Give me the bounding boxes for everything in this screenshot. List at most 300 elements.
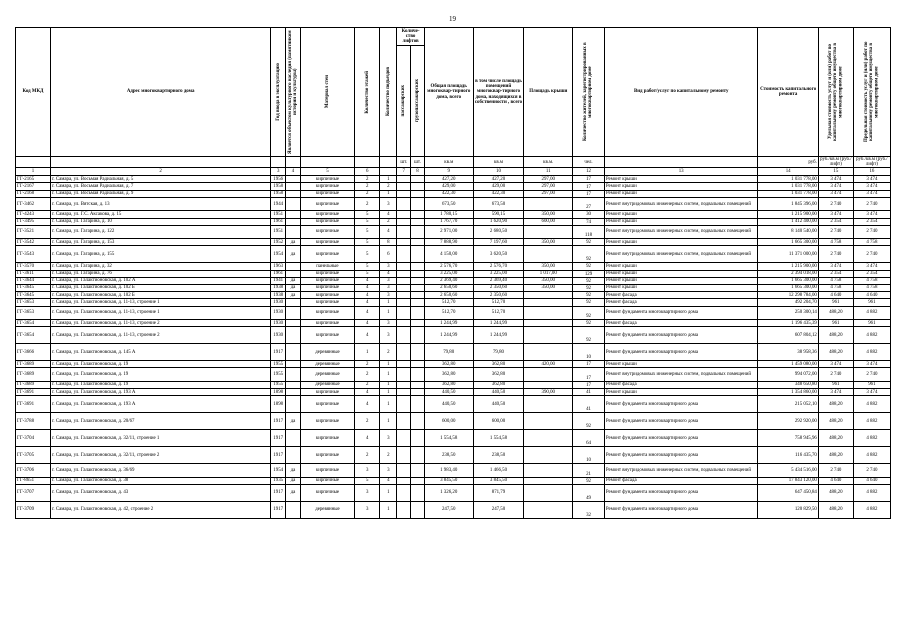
cell-code: ГГ-3462 <box>16 197 51 211</box>
cell-wall: кирпичные <box>300 270 354 277</box>
cell-total-area: 512,70 <box>424 299 473 306</box>
cell-entrances: 2 <box>380 183 397 190</box>
cell-entrances: 3 <box>380 292 397 299</box>
header-unit-cost: Удельная стоимость услуг и (или) работ по капитальному ремонту общего имущества в многоквартирном доме <box>818 28 853 157</box>
cell-unit-cost: 3 474 <box>818 183 853 190</box>
table-row <box>16 413 891 430</box>
cell-address: г. Самара, ул. Гагарина, д. 32 <box>50 263 270 270</box>
cell-roof-area <box>524 327 573 344</box>
cell-cost: 492 204,70 <box>758 299 818 306</box>
col-num <box>380 168 397 176</box>
cell-entrances: 3 <box>380 430 397 447</box>
cell-year: 1930 <box>271 320 286 327</box>
cell-owned-area: 79,80 <box>473 344 524 361</box>
cell-floors: 3 <box>354 484 379 501</box>
cell-entrances: 1 <box>380 190 397 197</box>
cell-code: ГГ-3689 <box>16 381 51 388</box>
cell-cost: 17 843 120,00 <box>758 477 818 484</box>
table-row <box>16 389 891 396</box>
cell-owned-area: 1 244,99 <box>473 320 524 327</box>
cell-floors: 5 <box>354 270 379 277</box>
cell-owned-area: 3 845,50 <box>473 477 524 484</box>
cell-year: 1935 <box>271 477 286 484</box>
cell-elev-pass <box>411 447 425 464</box>
cell-roof-area <box>524 484 573 501</box>
cell-empty <box>397 327 411 344</box>
cell-wall: кирпичные <box>300 225 354 239</box>
cell-elev-pass <box>411 464 425 478</box>
cell-wall: кирпичные <box>300 246 354 263</box>
cell-total-area: 673,50 <box>424 197 473 211</box>
cell-cost: 1 031 778,00 <box>758 183 818 190</box>
cell-heritage <box>286 176 301 183</box>
cell-owned-area: 1 554,58 <box>473 430 524 447</box>
cell-empty <box>397 413 411 430</box>
cell-code: ГГ-3666 <box>16 344 51 361</box>
cell-code: ГГ-2167 <box>16 183 51 190</box>
cell-unit-cost: 4 640 <box>818 292 853 299</box>
cell-entrances: 2 <box>380 218 397 225</box>
cell-cost: 1 412 400,00 <box>758 218 818 225</box>
cell-residents: 21 <box>573 464 605 478</box>
cell-floors: 5 <box>354 225 379 239</box>
cell-total-area: 3 845,50 <box>424 477 473 484</box>
cell-total-area: 247,50 <box>424 501 473 518</box>
cell-year: 1930 <box>271 327 286 344</box>
cell-roof-area: 1 017,00 <box>524 270 573 277</box>
col-num: 11 <box>524 168 573 176</box>
cell-elev-pass <box>411 413 425 430</box>
cell-owned-area: 590,15 <box>473 211 524 218</box>
col-num: 14 <box>758 168 818 176</box>
cell-unit-cost: 3 474 <box>818 361 853 368</box>
cell-owned-area: 440,50 <box>473 396 524 413</box>
cell-unit-cost: 4 758 <box>818 239 853 246</box>
cell-year: 1917 <box>271 484 286 501</box>
cell-unit-cost: 488,20 <box>818 501 853 518</box>
cell-address: г. Самара, ул. Г.С. Аксакова, д. 15 <box>50 211 270 218</box>
cell-roof-area: 297,00 <box>524 183 573 190</box>
cell-elev-pass <box>411 218 425 225</box>
cell-owned-area: 7 197,60 <box>473 239 524 246</box>
cell-empty <box>397 306 411 320</box>
cell-wall: кирпичные <box>300 306 354 320</box>
cell-unit-cost: 488,20 <box>818 306 853 320</box>
cell-code: ГГ-2168 <box>16 190 51 197</box>
header-residents: Количество жителей, зарегистрированных в многоквартирном доме <box>573 28 605 157</box>
cell-floors: 5 <box>354 263 379 270</box>
cell-roof-area <box>524 306 573 320</box>
cell-total-area: 1 244,99 <box>424 327 473 344</box>
cell-roof-area: 350,00 <box>524 211 573 218</box>
table-row <box>16 306 891 320</box>
cell-total-area: 3 225,00 <box>424 270 473 277</box>
cell-entrances: 3 <box>380 197 397 211</box>
cell-code: ГГ-3689 <box>16 361 51 368</box>
cell-max-cost: 3 474 <box>853 211 890 218</box>
cell-total-area: 7 888,90 <box>424 239 473 246</box>
cell-code: ГГ-3653 <box>16 299 51 306</box>
unit-cost: руб. <box>758 157 818 168</box>
cell-heritage <box>286 183 301 190</box>
cell-address: г. Самара, ул. Галактионовская, д. 19 <box>50 368 270 382</box>
cell-cost: 5 434 516,00 <box>758 464 818 478</box>
cell-year: 1917 <box>271 501 286 518</box>
table-row <box>16 225 891 239</box>
cell-heritage <box>286 197 301 211</box>
cell-entrances: 3 <box>380 277 397 284</box>
cell-total-area: 362,80 <box>424 361 473 368</box>
cell-roof-area <box>524 292 573 299</box>
cell-code: ГГ-3691 <box>16 396 51 413</box>
cell-total-area: 238,50 <box>424 447 473 464</box>
cell-empty <box>397 396 411 413</box>
header-roof-area: Площадь крыши <box>524 28 573 157</box>
cell-empty <box>397 197 411 211</box>
cell-unit-cost: 2 740 <box>818 464 853 478</box>
cell-year: 1938 <box>271 284 286 291</box>
header-cost: Стоимость капитального ремонта <box>758 28 818 157</box>
units-row <box>16 157 891 168</box>
cell-heritage: да <box>286 477 301 484</box>
cell-unit-cost: 2 354 <box>818 218 853 225</box>
cell-owned-area: 2 350,60 <box>473 292 524 299</box>
cell-empty <box>397 389 411 396</box>
cell-unit-cost: 3 474 <box>818 211 853 218</box>
cell-year: 1958 <box>271 183 286 190</box>
cell-owned-area: 2 369,40 <box>473 277 524 284</box>
unit-max-cost: руб./кв.м (руб./лифт) <box>853 157 890 168</box>
cell-unit-cost: 488,20 <box>818 430 853 447</box>
cell-heritage: да <box>286 284 301 291</box>
cell-floors: 2 <box>354 447 379 464</box>
cell-residents: 92 <box>573 413 605 430</box>
cell-elev-pass <box>411 430 425 447</box>
cell-work-type: Ремонт крыши <box>604 389 758 396</box>
cell-elev-pass <box>411 320 425 327</box>
cell-heritage: да <box>286 239 301 246</box>
cell-entrances: 2 <box>380 344 397 361</box>
cell-max-cost: 4 882 <box>853 430 890 447</box>
cell-max-cost: 3 474 <box>853 190 890 197</box>
cell-empty <box>397 484 411 501</box>
cell-floors: 4 <box>354 299 379 306</box>
cell-work-type: Ремонт внутридомовых инженерных систем, подвальных помещений <box>604 368 758 382</box>
table-row <box>16 327 891 344</box>
cell-floors: 4 <box>354 292 379 299</box>
cell-elev-pass <box>411 381 425 388</box>
cell-floors: 4 <box>354 430 379 447</box>
table-row <box>16 501 891 518</box>
cell-code: ГГ-3788 <box>16 413 51 430</box>
cell-total-area: 427,20 <box>424 176 473 183</box>
cell-unit-cost: 488,20 <box>818 344 853 361</box>
cell-work-type: Ремонт крыши <box>604 239 758 246</box>
cell-year: 1954 <box>271 246 286 263</box>
cell-unit-cost: 4 758 <box>818 284 853 291</box>
table-row <box>16 430 891 447</box>
cell-floors: 2 <box>354 183 379 190</box>
cell-work-type: Ремонт внутридомовых инженерных систем, подвальных помещений <box>604 246 758 263</box>
cell-roof-area <box>524 299 573 306</box>
cell-address: г. Самара, ул. Восьмая Радиальная, д. 7 <box>50 183 270 190</box>
cell-roof-area <box>524 501 573 518</box>
cell-year: 1952 <box>271 239 286 246</box>
cell-roof-area <box>524 197 573 211</box>
cell-cost: 120 829,50 <box>758 501 818 518</box>
cell-code: ГГ-3689 <box>16 368 51 382</box>
cell-empty <box>397 447 411 464</box>
cell-max-cost: 3 474 <box>853 361 890 368</box>
cell-owned-area: 3 225,00 <box>473 270 524 277</box>
cell-year: 1951 <box>271 225 286 239</box>
cell-owned-area: 3 620,50 <box>473 246 524 263</box>
cell-residents: 17 <box>573 183 605 190</box>
cell-roof-area <box>524 464 573 478</box>
cell-year: 1958 <box>271 190 286 197</box>
cell-residents: 129 <box>573 270 605 277</box>
cell-wall: кирпичные <box>300 413 354 430</box>
header-year: Год ввода в эксплуатацию <box>271 28 286 157</box>
header-work-type: Вид работ/услуг по капитальному ремонту <box>604 28 758 157</box>
table-row <box>16 183 891 190</box>
cell-roof-area <box>524 413 573 430</box>
cell-residents: 10 <box>573 344 605 361</box>
cell-residents: 92 <box>573 299 605 306</box>
column-numbers-row <box>16 168 891 176</box>
cell-entrances: 8 <box>380 239 397 246</box>
cell-roof-area: 600,00 <box>524 218 573 225</box>
cell-cost: 1 215 900,00 <box>758 263 818 270</box>
cell-max-cost: 4 882 <box>853 306 890 320</box>
cell-wall: кирпичные <box>300 447 354 464</box>
cell-unit-cost: 488,20 <box>818 447 853 464</box>
cell-heritage <box>286 225 301 239</box>
cell-elev-pass <box>411 225 425 239</box>
cell-unit-cost: 3 474 <box>818 389 853 396</box>
cell-max-cost: 961 <box>853 320 890 327</box>
cell-max-cost: 4 640 <box>853 292 890 299</box>
cell-heritage <box>286 381 301 388</box>
cell-owned-area: 238,50 <box>473 447 524 464</box>
cell-heritage <box>286 361 301 368</box>
cell-total-area: 2 650,60 <box>424 292 473 299</box>
table-row <box>16 277 891 284</box>
cell-entrances: 1 <box>380 389 397 396</box>
cell-unit-cost: 961 <box>818 320 853 327</box>
cell-total-area: 362,80 <box>424 381 473 388</box>
cell-residents: 17 <box>573 361 605 368</box>
unit-elev-freight: шт. <box>411 157 425 168</box>
cell-heritage <box>286 327 301 344</box>
cell-work-type: Ремонт крыши <box>604 277 758 284</box>
cell-address: г. Самара, ул. Восьмая Радиальная, д. 5 <box>50 176 270 183</box>
cell-floors: 4 <box>354 284 379 291</box>
cell-cost: 8 140 540,00 <box>758 225 818 239</box>
cell-work-type: Ремонт фасада <box>604 381 758 388</box>
cell-code: ГГ-3704 <box>16 430 51 447</box>
cell-total-area: 1 780,15 <box>424 211 473 218</box>
cell-floors: 5 <box>354 239 379 246</box>
unit-elev-pass: шт. <box>397 157 411 168</box>
cell-elev-pass <box>411 277 425 284</box>
cell-elev-pass <box>411 190 425 197</box>
cell-wall: деревянные <box>300 344 354 361</box>
cell-work-type: Ремонт крыши <box>604 284 758 291</box>
header-elev-freight: грузопассажирских <box>411 46 425 157</box>
cell-max-cost: 2 740 <box>853 197 890 211</box>
cell-entrances: 4 <box>380 477 397 484</box>
col-num: 10 <box>473 168 524 176</box>
cell-heritage: да <box>286 464 301 478</box>
cell-owned-area: 427,20 <box>473 176 524 183</box>
cell-residents: 92 <box>573 306 605 320</box>
cell-elev-pass <box>411 361 425 368</box>
cell-entrances: 1 <box>380 299 397 306</box>
cell-unit-cost: 2 740 <box>818 225 853 239</box>
cell-cost: 1 459 080,00 <box>758 361 818 368</box>
cell-empty <box>397 277 411 284</box>
cell-elev-pass <box>411 246 425 263</box>
cell-cost: 1 845 396,00 <box>758 197 818 211</box>
cell-residents: 92 <box>573 320 605 327</box>
cell-max-cost: 4 882 <box>853 501 890 518</box>
cell-cost: 994 072,00 <box>758 368 818 382</box>
cell-roof-area: 350,00 <box>524 277 573 284</box>
cell-year: 1898 <box>271 396 286 413</box>
cell-cost: 1 665 300,00 <box>758 277 818 284</box>
cell-empty <box>397 176 411 183</box>
cell-wall: кирпичные <box>300 320 354 327</box>
cell-address: г. Самара, ул. Восьмая Радиальная, д. 9 <box>50 190 270 197</box>
cell-owned-area: 2 576,70 <box>473 263 524 270</box>
table-row <box>16 484 891 501</box>
cell-heritage <box>286 447 301 464</box>
cell-elev-pass <box>411 501 425 518</box>
cell-address: г. Самара, ул. Галактионовская, д. 19 <box>50 381 270 388</box>
table-row <box>16 381 891 388</box>
cell-entrances: 1 <box>380 413 397 430</box>
cell-year: 1917 <box>271 447 286 464</box>
cell-cost: 607 804,12 <box>758 327 818 344</box>
cell-wall: панельные <box>300 263 354 270</box>
cell-year: 1956 <box>271 176 286 183</box>
cell-address: г. Самара, ул. Гагарина, д. 76 <box>50 270 270 277</box>
cell-floors: 5 <box>354 218 379 225</box>
cell-code: ГГ-3542 <box>16 239 51 246</box>
cell-code: ГГ-3543 <box>16 246 51 263</box>
cell-elev-pass <box>411 306 425 320</box>
cell-wall: деревянные <box>300 501 354 518</box>
cell-address: г. Самара, ул. Галактионовская, д. 11-13, строение 1 <box>50 299 270 306</box>
table-row <box>16 284 891 291</box>
cell-empty <box>397 211 411 218</box>
table-row <box>16 477 891 484</box>
cell-address: г. Самара, ул. Гагарина, д. 10 <box>50 218 270 225</box>
cell-heritage <box>286 218 301 225</box>
cell-wall: кирпичные <box>300 292 354 299</box>
cell-work-type: Ремонт внутридомовых инженерных систем, подвальных помещений <box>604 225 758 239</box>
cell-wall: кирпичные <box>300 176 354 183</box>
cell-wall: кирпичные <box>300 430 354 447</box>
cell-work-type: Ремонт фасада <box>604 299 758 306</box>
cell-heritage <box>286 211 301 218</box>
cell-cost: 647 450,84 <box>758 484 818 501</box>
cell-cost: 1 665 300,00 <box>758 284 818 291</box>
table-row <box>16 239 891 246</box>
cell-residents: 92 <box>573 239 605 246</box>
cell-work-type: Ремонт крыши <box>604 183 758 190</box>
cell-unit-cost: 488,20 <box>818 396 853 413</box>
cell-work-type: Ремонт фундамента многоквартирного дома <box>604 430 758 447</box>
cell-wall: кирпичные <box>300 277 354 284</box>
cell-floors: 2 <box>354 368 379 382</box>
cell-wall: кирпичные <box>300 396 354 413</box>
cell-empty <box>397 270 411 277</box>
cell-unit-cost: 3 474 <box>818 176 853 183</box>
table-row <box>16 190 891 197</box>
cell-year: 1954 <box>271 464 286 478</box>
cell-work-type: Ремонт фундамента многоквартирного дома <box>604 447 758 464</box>
cell-residents: 17 <box>573 190 605 197</box>
cell-code: ГГ-3570 <box>16 263 51 270</box>
cell-owned-area: 2 680,50 <box>473 225 524 239</box>
cell-cost: 38 958,36 <box>758 344 818 361</box>
cell-cost: 1 215 900,00 <box>758 211 818 218</box>
cell-residents: 64 <box>573 430 605 447</box>
cell-max-cost: 4 882 <box>853 344 890 361</box>
col-num: 3 <box>271 168 286 176</box>
col-num: 2 <box>50 168 270 176</box>
col-num: 9 <box>424 168 473 176</box>
cell-entrances: 4 <box>380 211 397 218</box>
cell-code: ГГ-3644 <box>16 277 51 284</box>
cell-address: г. Самара, ул. Галактионовская, д. 11-13, строение 2 <box>50 327 270 344</box>
cell-residents: 17 <box>573 368 605 382</box>
cell-address: г. Самара, ул. Галактионовская, д. 42, строение 2 <box>50 501 270 518</box>
cell-entrances: 1 <box>380 176 397 183</box>
cell-code: ГГ-3705 <box>16 447 51 464</box>
col-num: 7 <box>397 168 411 176</box>
cell-cost: 1 196 435,39 <box>758 320 818 327</box>
cell-wall: кирпичные <box>300 239 354 246</box>
cell-max-cost: 2 740 <box>853 464 890 478</box>
header-total-area: Общая площадь многоквар-тирного дома, всего <box>424 28 473 157</box>
cell-year: 1930 <box>271 306 286 320</box>
cell-residents: 32 <box>573 501 605 518</box>
cell-code: ГГ-2165 <box>16 176 51 183</box>
cell-address: г. Самара, ул. Галактионовская, д. 43 <box>50 484 270 501</box>
header-max-cost: Предельная стоимость услуг и (или) работ по капитальному ремонту общего имущества в многоквартирном доме <box>853 28 890 157</box>
cell-roof-area <box>524 447 573 464</box>
cell-address: г. Самара, ул. Галактионовская, д. 193 А <box>50 396 270 413</box>
cell-elev-pass <box>411 299 425 306</box>
cell-work-type: Ремонт фундамента многоквартирного дома <box>604 306 758 320</box>
cell-roof-area: 297,00 <box>524 190 573 197</box>
cell-max-cost: 2 354 <box>853 270 890 277</box>
cell-heritage <box>286 270 301 277</box>
cell-wall: кирпичные <box>300 197 354 211</box>
cell-work-type: Ремонт крыши <box>604 361 758 368</box>
unit-residents: чел. <box>573 157 605 168</box>
cell-owned-area: 2 350,60 <box>473 284 524 291</box>
cell-unit-cost: 4 640 <box>818 477 853 484</box>
cell-entrances: 4 <box>380 270 397 277</box>
cell-year: 1938 <box>271 292 286 299</box>
cell-owned-area: 429,00 <box>473 183 524 190</box>
cell-heritage <box>286 306 301 320</box>
cell-entrances: 3 <box>380 327 397 344</box>
